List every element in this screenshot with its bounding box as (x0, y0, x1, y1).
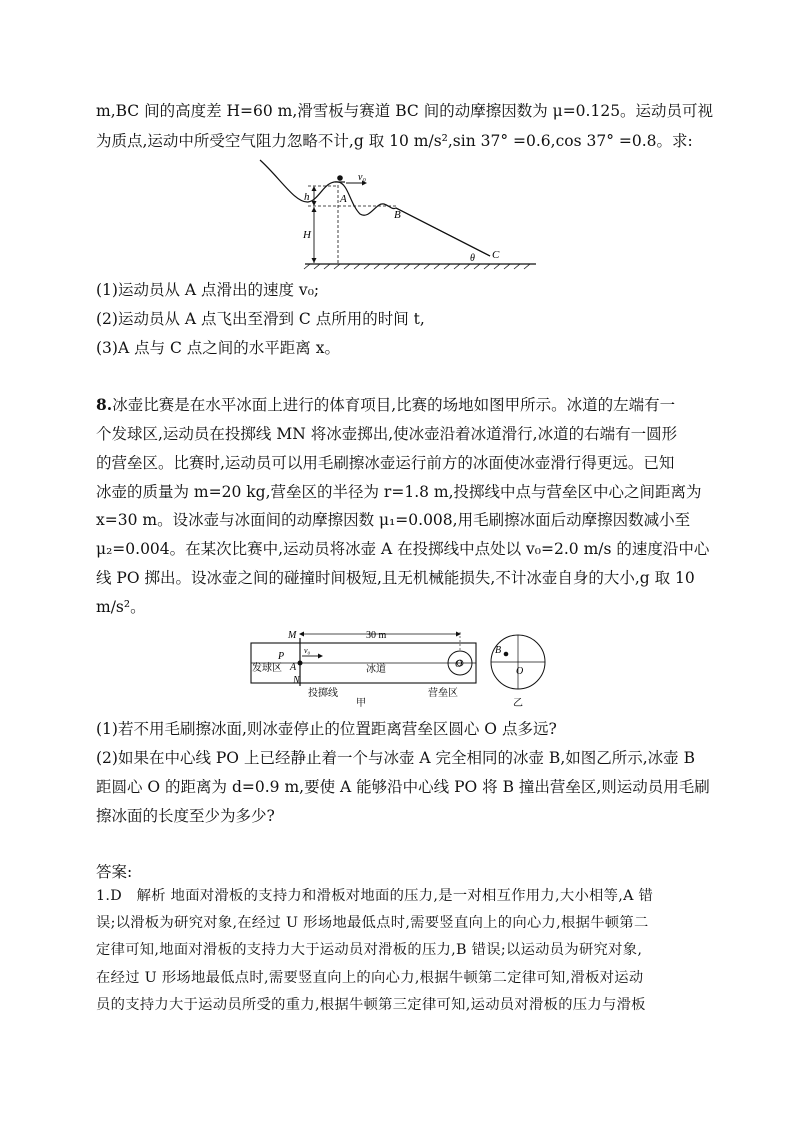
stone-A-icon (298, 661, 303, 666)
label-B: B (394, 209, 401, 221)
label-distance: 30 m (366, 630, 387, 641)
p8-question-2b: 距圆心 O 的距离为 d=0.9 m,要使 A 能够沿中心线 PO 将 B 撞出营垒区,则运动员用毛刷 (96, 778, 710, 796)
p7-intro-line-1: m,BC 间的高度差 H=60 m,滑雪板与赛道 BC 间的动摩擦因数为 μ=0.125。运动员可视 (96, 102, 714, 120)
p7-intro-line-2: 为质点,运动中所受空气阻力忽略不计,g 取 10 m/s²,sin 37° =0.6,cos 37° =0.8。求: (96, 132, 693, 150)
label-O-house: O (516, 666, 524, 677)
label-A-curling: A (290, 662, 297, 673)
p8-line-4: 冰壶的质量为 m=20 kg,营垒区的半径为 r=1.8 m,投掷线中点与营垒区中心之间距离为 (96, 483, 702, 501)
p7-question-3: (3)A 点与 C 点之间的水平距离 x。 (96, 339, 340, 357)
answer-line-5: 员的支持力大于运动员所受的重力,根据牛顿第三定律可知,运动员对滑板的压力与滑板 (96, 997, 646, 1013)
label-A: A (340, 193, 347, 205)
label-serve-area: 发球区 (252, 663, 282, 674)
label-P: P (278, 651, 285, 662)
p8-line-3: 的营垒区。比赛时,运动员可以用毛刷擦冰壶运行前方的冰面使冰壶滑行得更远。已知 (96, 454, 675, 472)
label-theta: θ (470, 253, 475, 264)
p7-question-1: (1)运动员从 A 点滑出的速度 v₀; (96, 281, 320, 299)
p8-line-6: μ₂=0.004。在某次比赛中,运动员将冰壶 A 在投掷线中点处以 v₀=2.0 m/s 的速度沿中心 (96, 540, 710, 558)
label-N: N (293, 675, 300, 686)
caption-yi: 乙 (513, 698, 523, 708)
p8-question-1: (1)若不用毛刷擦冰面,则冰壶停止的位置距离营垒区圆心 O 点多远? (96, 720, 557, 738)
p7-question-2: (2)运动员从 A 点飞出至滑到 C 点所用的时间 t, (96, 310, 425, 328)
ski-slope-figure (250, 158, 540, 270)
label-v0: v₀ (358, 172, 366, 183)
curling-figure (248, 626, 548, 708)
skier-icon (337, 175, 343, 181)
label-throw-line: 投掷线 (308, 688, 338, 699)
label-house: 营垒区 (428, 688, 458, 699)
p8-number: 8. (96, 395, 113, 414)
p8-line-5: x=30 m。设冰壶与冰面间的动摩擦因数 μ₁=0.008,用毛刷擦冰面后动摩擦因数减小至 (96, 511, 691, 529)
p8-line-1: 8.冰壶比赛是在水平冰面上进行的体育项目,比赛的场地如图甲所示。冰道的左端有一 (96, 395, 676, 414)
label-O-lane: O (455, 659, 463, 670)
p8-line-7: 线 PO 掷出。设冰壶之间的碰撞时间极短,且无机械能损失,不计冰壶自身的大小,g 取 10 (96, 569, 695, 587)
p8-question-2a: (2)如果在中心线 PO 上已经静止着一个与冰壶 A 完全相同的冰壶 B,如图乙所示,冰壶 B (96, 749, 695, 767)
answer-line-4: 在经过 U 形场地最低点时,需要竖直向上的向心力,根据牛顿第二定律可知,滑板对运动 (96, 970, 644, 986)
answer-line-2: 误;以滑板为研究对象,在经过 U 形场地最低点时,需要竖直向上的向心力,根据牛顿第二 (96, 915, 649, 931)
label-C: C (492, 249, 500, 261)
p8-line-2: 个发球区,运动员在投掷线 MN 将冰壶掷出,使冰壶沿着冰道滑行,冰道的右端有一圆形 (96, 425, 678, 443)
label-lane: 冰道 (366, 664, 386, 675)
answers-heading: 答案: (96, 863, 133, 881)
label-H: H (303, 229, 311, 241)
label-B-curling: B (495, 645, 502, 656)
p8-line-8: m/s²。 (96, 598, 146, 616)
label-M: M (288, 630, 297, 641)
p8-question-2c: 擦冰面的长度至少为多少? (96, 807, 275, 825)
label-h: h (304, 191, 310, 203)
answer-line-1: 1.D 解析 地面对滑板的支持力和滑板对地面的压力,是一对相互作用力,大小相等,A 错 (96, 888, 654, 904)
stone-B-icon (504, 652, 509, 657)
label-v0-curling: v₀ (304, 646, 311, 655)
caption-jia: 甲 (356, 698, 366, 708)
answer-line-3: 定律可知,地面对滑板的支持力大于运动员对滑板的压力,B 错误;以运动员为研究对象, (96, 942, 643, 958)
